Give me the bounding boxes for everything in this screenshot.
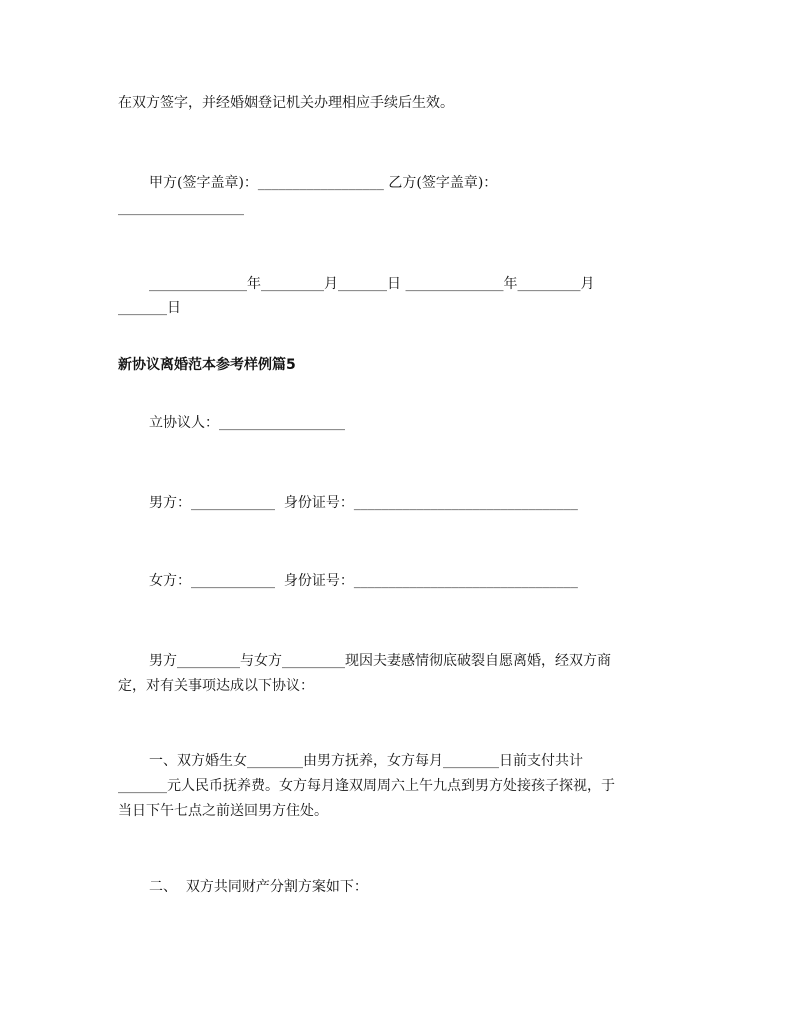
intro-paragraph-line1: 男方_________与女方_________现因夫妻感情彻底破裂自愿离婚，经双方商: [149, 653, 611, 669]
man-info-line: 男方：____________ 身份证号：________________________________: [149, 495, 578, 511]
woman-info-line: 女方：____________ 身份证号：________________________________: [149, 573, 578, 589]
date-line: ______________年_________月_______日 ______________年_________月: [149, 276, 595, 292]
date-line-continued: _______日: [118, 300, 181, 316]
effect-clause-text: 在双方签字，并经婚姻登记机关办理相应手续后生效。: [118, 95, 454, 111]
clause-one-line1: 一、双方婚生女________由男方抚养，女方每月________日前支付共计: [149, 753, 583, 769]
clause-one-line3: 当日下午七点之前送回男方住处。: [118, 803, 328, 819]
clause-two-line: 二、 双方共同财产分割方案如下：: [149, 879, 368, 895]
section-heading: 新协议离婚范本参考样例篇5: [118, 357, 296, 373]
clause-one-line2: _______元人民币抚养费。女方每月逢双周周六上午九点到男方处接孩子探视，于: [118, 778, 615, 794]
party-line: 立协议人：__________________: [149, 415, 345, 431]
signature-line: 甲方(签字盖章)：__________________ 乙方(签字盖章)：: [149, 175, 498, 191]
intro-paragraph-line2: 定，对有关事项达成以下协议：: [118, 678, 314, 694]
signature-line-continued: __________________: [118, 200, 244, 216]
